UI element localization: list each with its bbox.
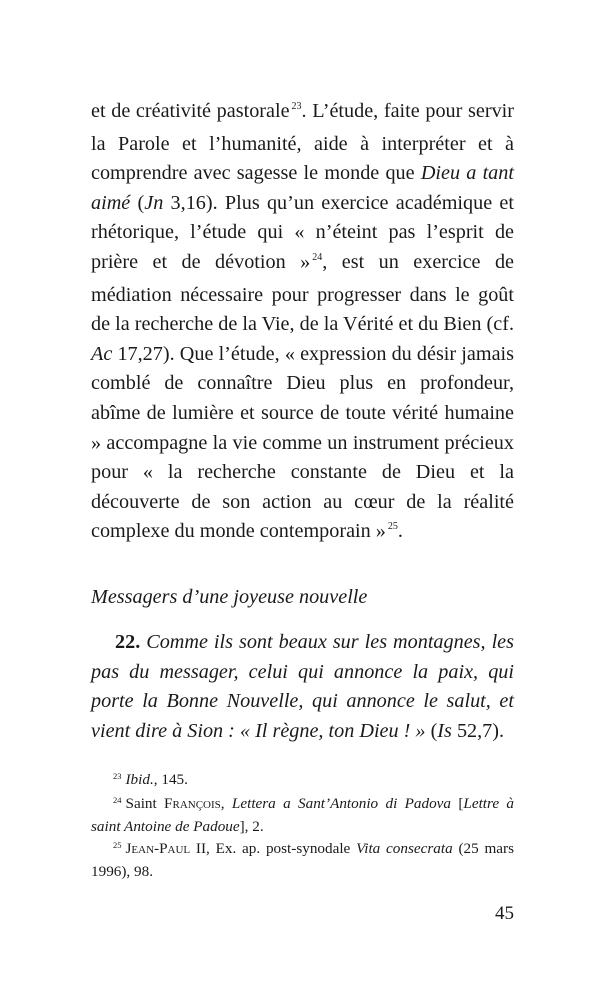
section-heading: Messagers d’une joyeuse nouvelle bbox=[91, 586, 368, 608]
footnote-ref-25: 25 bbox=[387, 521, 398, 533]
footnote-24 bbox=[91, 793, 514, 838]
footnote-number: 24 bbox=[113, 794, 122, 805]
footnote-number: 23 bbox=[113, 771, 122, 781]
page-number: 45 bbox=[495, 903, 514, 924]
text-run: ( bbox=[425, 719, 438, 742]
text-run: , est un exercice de médiation nécessaire pour progresser dans le goût de la recherche de la Vie, de la Vérité et du Bien (cf. bbox=[91, 250, 514, 336]
text-run: ( bbox=[130, 191, 145, 214]
italic-run: Dieu a tant aimé bbox=[91, 162, 514, 214]
author-name: François bbox=[164, 794, 221, 812]
italic-run: Ac bbox=[91, 342, 113, 365]
footnote-23 bbox=[91, 769, 514, 793]
text-run: . bbox=[397, 520, 403, 543]
numbered-paragraph bbox=[91, 628, 514, 746]
italic-run: Jn bbox=[144, 191, 164, 214]
footnote-ref-23: 23 bbox=[291, 101, 302, 112]
footnote-number: 25 bbox=[113, 839, 122, 850]
italic-run: Lettera a Sant’Antonio di Padova bbox=[231, 794, 451, 812]
text-run: et de créativité pastorale bbox=[91, 100, 290, 122]
italic-run: Ibid. bbox=[125, 771, 154, 788]
text-run: , bbox=[220, 794, 232, 812]
text-run: 52,7). bbox=[451, 719, 505, 742]
author-name: Jean-Paul bbox=[125, 839, 191, 857]
scripture-quote: Comme ils sont beaux sur les montagnes, les pas du messager, celui qui annonce la paix, qui porte la Bonne Nouvelle, qui annonce le salut, et vient dire à Sion : « Il règne, ton Dieu ! » bbox=[91, 631, 514, 742]
text-run: ], 2. bbox=[239, 818, 264, 835]
body-paragraph bbox=[91, 97, 514, 550]
paragraph-number: 22. bbox=[115, 631, 141, 653]
text-run: [ bbox=[451, 794, 464, 812]
italic-run: Vita consecrata bbox=[356, 839, 453, 857]
text-run: 3,16). Plus qu’un exercice académique et rhétorique, l’étude qui « n’éteint pas l’esprit de prière et de dévotion » bbox=[91, 191, 514, 273]
italic-run: Lettre à saint Antoine de Padoue bbox=[91, 794, 514, 835]
text-run: 17,27). Que l’étude, « expression du désir jamais comblé de connaître Dieu plus en profondeur, abîme de lumière et source de toute vérité humaine » accompagne la vie comme un instrument précieux pour « la recherche constante de Dieu et la découverte de son action au cœur de la réalité complexe du monde contemporain » bbox=[91, 342, 514, 543]
footnotes bbox=[91, 769, 514, 883]
footnote-25 bbox=[91, 838, 514, 883]
text-run: (25 mars 1996), 98. bbox=[91, 839, 514, 880]
footnote-ref-24: 24 bbox=[312, 251, 323, 263]
text-run: II, Ex. ap. post-synodale bbox=[190, 839, 357, 857]
italic-run: Is bbox=[437, 719, 452, 742]
text-run: Saint bbox=[125, 794, 165, 812]
text-run: . L’étude, faite pour servir la Parole et l’humanité, aide à interpréter et à comprendre avec sagesse le monde que bbox=[91, 100, 514, 185]
text-run: , 145. bbox=[153, 771, 188, 788]
